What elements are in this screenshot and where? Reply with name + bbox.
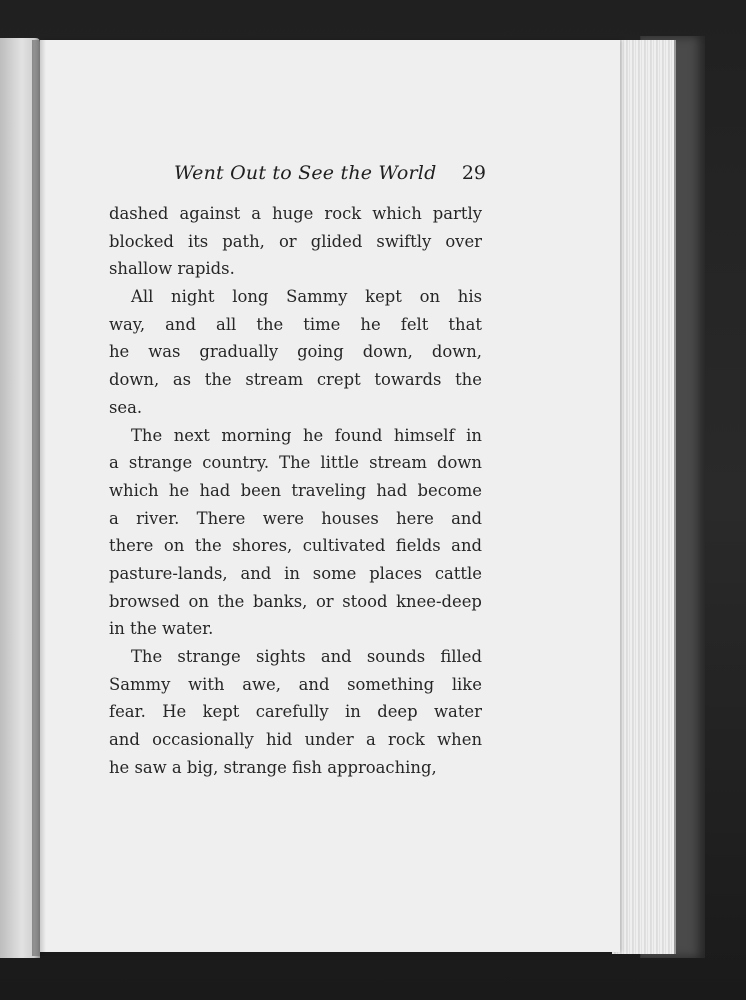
- text-word: There: [196, 508, 246, 528]
- text-line: shallow rapids.: [109, 259, 235, 279]
- text-word: against: [179, 204, 241, 223]
- text-word: night: [171, 287, 215, 307]
- text-word: awe,: [242, 674, 281, 694]
- text-word: glided: [310, 231, 363, 251]
- text-word: traveling: [291, 480, 367, 500]
- text-line: [109, 366, 482, 394]
- text-word: strange: [177, 647, 241, 666]
- text-word: deep: [377, 702, 418, 722]
- text-word: and: [240, 563, 272, 583]
- text-word: on: [419, 287, 441, 307]
- text-word: country.: [202, 453, 270, 473]
- text-line: [109, 532, 482, 560]
- text-word: All: [131, 287, 154, 307]
- text-word: found: [334, 425, 383, 445]
- text-word: stream: [245, 370, 304, 390]
- text-line: sea.: [109, 397, 143, 417]
- text-word: and: [298, 674, 330, 694]
- text-word: he: [360, 314, 381, 334]
- page-edges: [612, 40, 676, 954]
- text-line: [109, 338, 482, 366]
- text-line: [109, 200, 482, 228]
- text-word: on: [188, 591, 209, 611]
- text-word: or: [315, 591, 334, 611]
- text-word: been: [240, 480, 282, 500]
- text-word: morning: [221, 425, 292, 445]
- text-word: going: [297, 342, 344, 362]
- text-word: had: [199, 480, 231, 500]
- text-word: dashed: [109, 204, 169, 223]
- text-word: strange: [128, 453, 193, 473]
- text-word: some: [312, 563, 357, 583]
- text-word: swiftly: [376, 231, 432, 251]
- text-word: partly: [432, 204, 482, 223]
- text-word: blocked: [109, 231, 174, 251]
- text-word: he: [302, 425, 324, 445]
- text-word: pasture-lands,: [109, 563, 228, 583]
- text-word: river.: [136, 508, 180, 528]
- text-word: houses: [321, 508, 379, 528]
- text-word: The: [131, 647, 163, 666]
- text-word: hid: [265, 730, 293, 750]
- text-line: [109, 588, 482, 616]
- text-word: cultivated: [302, 536, 386, 556]
- text-word: on: [163, 536, 185, 556]
- text-word: way,: [109, 314, 146, 334]
- text-word: had: [376, 480, 408, 500]
- text-word: rock: [388, 730, 425, 750]
- text-word: all: [216, 314, 237, 334]
- text-word: that: [448, 314, 482, 334]
- text-word: or: [278, 231, 297, 251]
- text-word: its: [187, 231, 209, 251]
- text-word: path,: [222, 231, 265, 251]
- text-word: his: [457, 287, 482, 307]
- spine-shadow: [32, 40, 46, 956]
- text-word: and: [165, 314, 196, 334]
- text-word: the: [256, 314, 284, 334]
- text-word: banks,: [252, 591, 308, 611]
- text-word: little: [320, 453, 360, 473]
- text-line: [109, 671, 482, 699]
- running-head: [174, 162, 486, 190]
- text-line: [109, 505, 482, 533]
- text-word: something: [347, 674, 435, 694]
- text-word: occasionally: [152, 730, 254, 750]
- text-word: he: [168, 480, 190, 500]
- text-word: which: [109, 480, 159, 500]
- text-word: the: [455, 370, 482, 390]
- text-word: a: [251, 204, 262, 223]
- text-word: sounds: [366, 647, 426, 666]
- text-word: a: [109, 453, 119, 473]
- text-word: he: [109, 342, 130, 362]
- text-word: the: [204, 370, 232, 390]
- text-word: the: [194, 536, 222, 556]
- text-line: [109, 228, 482, 256]
- text-word: himself: [393, 425, 455, 445]
- text-word: fields: [395, 536, 441, 556]
- text-word: and: [451, 536, 482, 556]
- text-word: and: [109, 730, 140, 750]
- text-word: places: [369, 563, 422, 583]
- text-word: in: [466, 425, 482, 445]
- text-word: there: [109, 536, 154, 556]
- text-line: [109, 283, 482, 311]
- text-word: filled: [440, 647, 482, 666]
- text-word: rock: [324, 204, 362, 223]
- text-word: like: [451, 674, 482, 694]
- text-line: [109, 560, 482, 588]
- text-word: time: [303, 314, 341, 334]
- text-line: [109, 726, 482, 754]
- running-title: Went Out to See the World: [174, 162, 437, 184]
- text-word: carefully: [255, 702, 329, 722]
- text-word: shores,: [232, 536, 293, 556]
- text-word: which: [372, 204, 422, 223]
- text-word: with: [188, 674, 225, 694]
- text-word: knee-deep: [396, 591, 482, 611]
- text-word: cattle: [434, 563, 482, 583]
- text-word: here: [396, 508, 434, 528]
- body-text: [109, 200, 482, 781]
- text-word: browsed: [109, 591, 180, 611]
- text-word: in: [345, 702, 361, 722]
- text-line: in the water.: [109, 619, 214, 639]
- text-word: and: [320, 647, 352, 666]
- text-word: were: [262, 508, 304, 528]
- text-word: next: [173, 425, 210, 445]
- text-word: crept: [316, 370, 361, 390]
- text-word: the: [217, 591, 245, 611]
- text-word: Sammy: [286, 287, 348, 307]
- text-word: gradually: [199, 342, 279, 362]
- text-line: [109, 422, 482, 450]
- page-number: 29: [461, 162, 486, 184]
- text-word: stood: [342, 591, 388, 611]
- text-line: he saw a big, strange fish approaching,: [109, 757, 437, 777]
- text-line: [109, 449, 482, 477]
- text-word: sights: [255, 647, 306, 666]
- text-word: felt: [400, 314, 429, 334]
- text-word: a: [365, 730, 376, 750]
- text-word: down,: [362, 342, 413, 362]
- text-word: down,: [109, 370, 160, 390]
- text-word: down: [436, 453, 482, 473]
- book-page: [40, 40, 620, 952]
- text-word: and: [451, 508, 482, 528]
- text-line: [109, 477, 482, 505]
- text-word: He: [162, 702, 187, 722]
- text-word: huge: [272, 204, 314, 223]
- text-word: towards: [374, 370, 442, 390]
- text-line: [109, 643, 482, 671]
- text-word: water: [434, 702, 482, 722]
- text-word: The: [279, 453, 311, 473]
- text-word: The: [131, 425, 163, 445]
- text-word: in: [284, 563, 300, 583]
- text-word: Sammy: [109, 674, 171, 694]
- text-word: fear.: [109, 702, 146, 722]
- text-word: as: [172, 370, 192, 390]
- text-word: become: [417, 480, 482, 500]
- text-word: down,: [431, 342, 482, 362]
- text-line: [109, 698, 482, 726]
- text-line: [109, 311, 482, 339]
- text-word: under: [304, 730, 354, 750]
- text-word: kept: [202, 702, 240, 722]
- text-word: stream: [369, 453, 427, 473]
- text-word: when: [437, 730, 482, 750]
- text-word: was: [148, 342, 181, 362]
- text-word: kept: [365, 287, 402, 307]
- text-word: over: [445, 231, 482, 251]
- text-word: a: [109, 508, 119, 528]
- text-word: long: [232, 287, 269, 307]
